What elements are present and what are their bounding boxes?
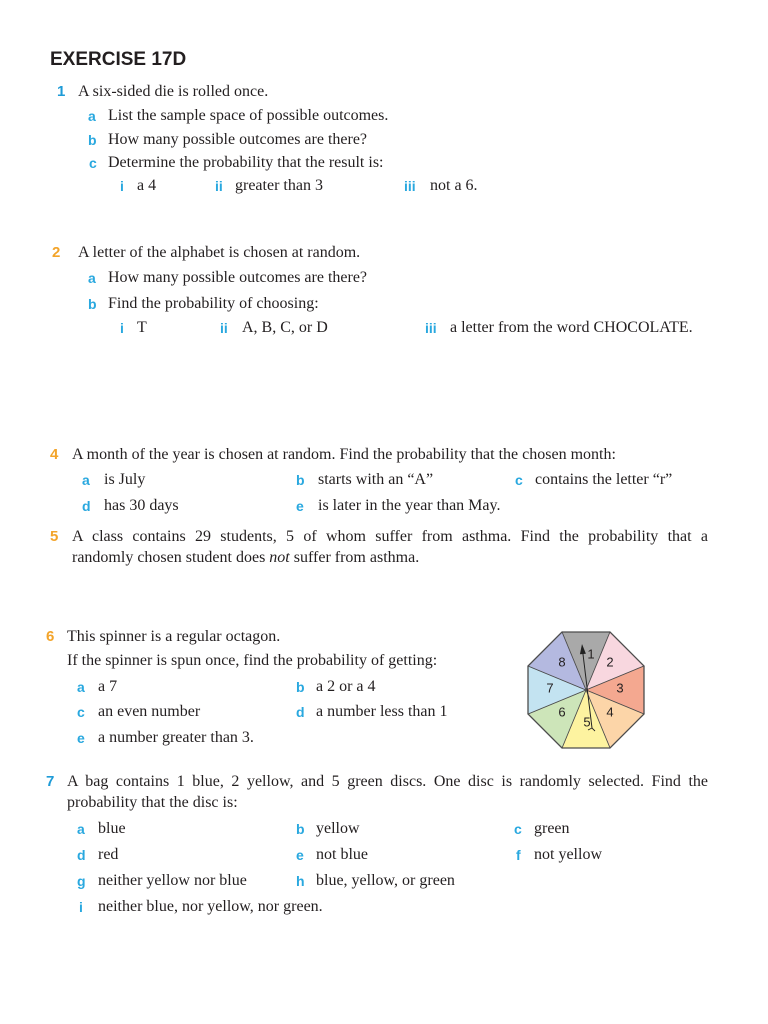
part-label: b bbox=[88, 296, 97, 312]
part-text: How many possible outcomes are there? bbox=[108, 269, 368, 286]
subpart-text: a 4 bbox=[137, 177, 157, 194]
spinner-number-4: 4 bbox=[606, 704, 614, 720]
part-label: b bbox=[296, 821, 305, 837]
part-text: List the sample space of possible outcomes. bbox=[108, 107, 389, 124]
question-stem-line-1: A bag contains 1 blue, 2 yellow, and 5 green discs. One disc is randomly selected. Find the bbox=[67, 773, 708, 790]
subpart-text: not a 6. bbox=[430, 177, 478, 194]
part-text: a 7 bbox=[98, 678, 118, 695]
part-label: c bbox=[77, 704, 85, 720]
part-text: has 30 days bbox=[104, 497, 179, 514]
octagon-spinner bbox=[526, 630, 646, 750]
part-label: c bbox=[89, 155, 97, 171]
subpart-label: i bbox=[120, 178, 124, 194]
part-label: a bbox=[88, 270, 96, 286]
question-number: 7 bbox=[46, 773, 55, 790]
question-number: 4 bbox=[50, 446, 59, 463]
part-label: e bbox=[77, 730, 85, 746]
part-label: h bbox=[296, 873, 305, 889]
subpart-label: ii bbox=[215, 178, 223, 194]
part-label: g bbox=[77, 873, 86, 889]
part-text: is later in the year than May. bbox=[318, 497, 501, 514]
part-text: red bbox=[98, 846, 119, 863]
spinner-number-5: 5 bbox=[583, 714, 591, 730]
question-stem-line-2: probability that the disc is: bbox=[67, 794, 238, 811]
question-stem-line-2 bbox=[72, 548, 419, 568]
spinner-number-7: 7 bbox=[546, 680, 554, 696]
part-label: c bbox=[514, 821, 522, 837]
question-number: 6 bbox=[46, 628, 55, 645]
part-label: i bbox=[79, 899, 83, 915]
question-stem: A six-sided die is rolled once. bbox=[78, 83, 269, 100]
exercise-title: EXERCISE 17D bbox=[50, 49, 187, 70]
part-label: c bbox=[515, 472, 523, 488]
part-label: a bbox=[77, 679, 85, 695]
spinner-number-8: 8 bbox=[558, 654, 566, 670]
question-stem: A month of the year is chosen at random. Find the probability that the chosen month: bbox=[72, 446, 616, 463]
part-text: an even number bbox=[98, 703, 201, 720]
part-text: Find the probability of choosing: bbox=[108, 295, 319, 312]
subpart-text: greater than 3 bbox=[235, 177, 323, 194]
subpart-label: iii bbox=[425, 320, 437, 336]
part-text: yellow bbox=[316, 820, 360, 837]
question-number: 1 bbox=[57, 83, 66, 100]
part-text: green bbox=[534, 820, 570, 837]
question-stem-line-1: A class contains 29 students, 5 of whom suffer from asthma. Find the probability that a bbox=[72, 528, 708, 545]
part-text: blue bbox=[98, 820, 126, 837]
subpart-label: i bbox=[120, 320, 124, 336]
part-text: neither blue, nor yellow, nor green. bbox=[98, 898, 323, 915]
question-number: 2 bbox=[52, 244, 61, 261]
question-stem: A letter of the alphabet is chosen at random. bbox=[78, 244, 361, 261]
spinner-number-3: 3 bbox=[616, 680, 624, 696]
part-label: a bbox=[77, 821, 85, 837]
part-label: a bbox=[82, 472, 90, 488]
part-text: not blue bbox=[316, 846, 368, 863]
part-text: contains the letter “r” bbox=[535, 471, 673, 488]
part-text: a 2 or a 4 bbox=[316, 678, 376, 695]
part-label: b bbox=[296, 679, 305, 695]
part-label: f bbox=[516, 847, 521, 863]
question-number: 5 bbox=[50, 528, 59, 545]
part-label: d bbox=[296, 704, 305, 720]
subpart-label: ii bbox=[220, 320, 228, 336]
subpart-text: a letter from the word CHOCOLATE. bbox=[450, 319, 693, 336]
part-text: starts with an “A” bbox=[318, 471, 434, 488]
stem-text-before: randomly chosen student does bbox=[72, 549, 270, 566]
part-text: How many possible outcomes are there? bbox=[108, 131, 368, 148]
spinner-number-1: 1 bbox=[587, 646, 595, 662]
part-label: d bbox=[82, 498, 91, 514]
spinner-number-6: 6 bbox=[558, 704, 566, 720]
stem-text-after: suffer from asthma. bbox=[289, 549, 420, 566]
part-text: a number greater than 3. bbox=[98, 729, 254, 746]
part-text: is July bbox=[104, 471, 146, 488]
question-stem: This spinner is a regular octagon. bbox=[67, 628, 281, 645]
part-label: b bbox=[88, 132, 97, 148]
question-instruction: If the spinner is spun once, find the probability of getting: bbox=[67, 652, 438, 669]
part-text: neither yellow nor blue bbox=[98, 872, 247, 889]
subpart-text: A, B, C, or D bbox=[242, 319, 328, 336]
stem-emphasis: not bbox=[269, 549, 290, 566]
spinner-number-2: 2 bbox=[606, 654, 614, 670]
part-label: d bbox=[77, 847, 86, 863]
part-text: Determine the probability that the result is: bbox=[108, 154, 384, 171]
part-text: a number less than 1 bbox=[316, 703, 448, 720]
part-label: b bbox=[296, 472, 305, 488]
part-text: blue, yellow, or green bbox=[316, 872, 455, 889]
part-label: a bbox=[88, 108, 96, 124]
part-text: not yellow bbox=[534, 846, 602, 863]
subpart-text: T bbox=[137, 319, 147, 336]
part-label: e bbox=[296, 498, 304, 514]
subpart-label: iii bbox=[404, 178, 416, 194]
part-label: e bbox=[296, 847, 304, 863]
